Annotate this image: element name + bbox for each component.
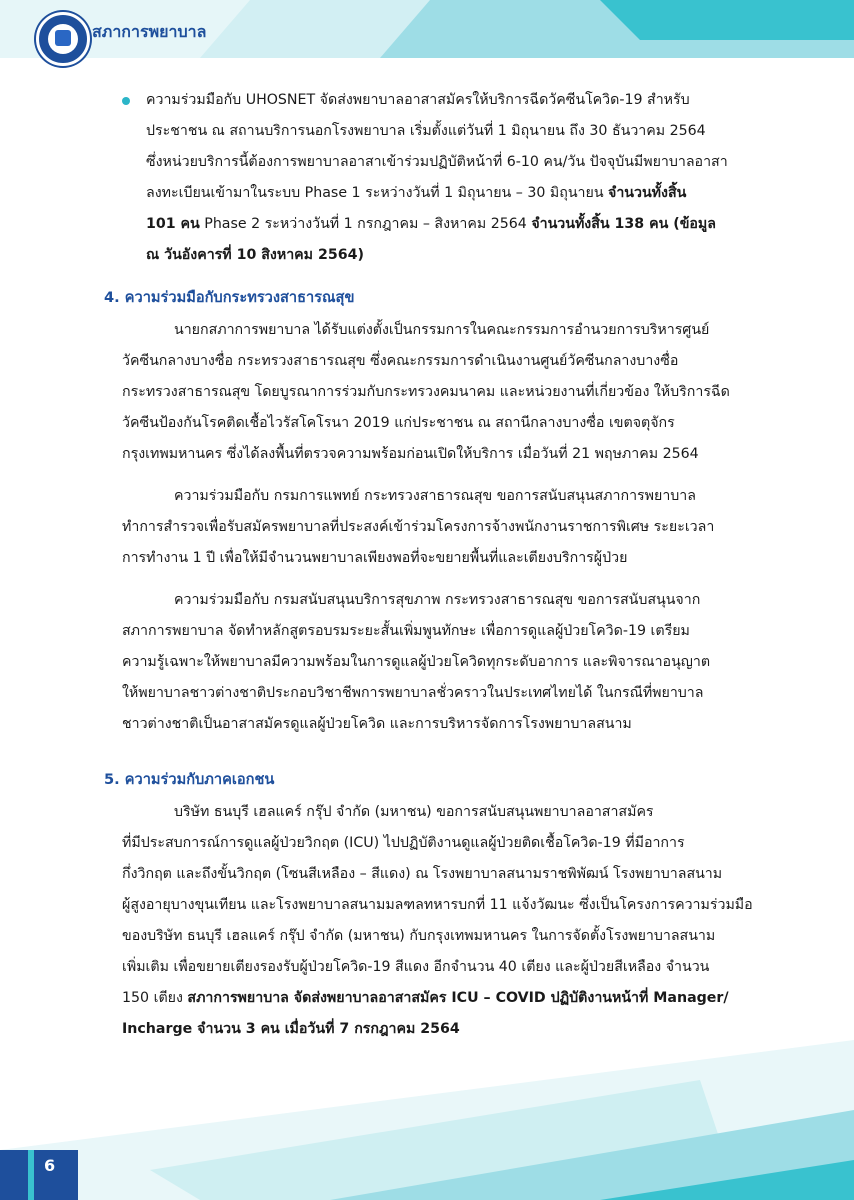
text-line: การทำงาน 1 ปี เพื่อให้มีจำนวนพยาบาลเพียงพอที่จะขยายพื้นที่และเตียงบริการผู้ป่วย bbox=[122, 550, 628, 566]
text-line: ประชาชน ณ สถานบริการนอกโรงพยาบาล เริ่มตั้งแต่วันที่ 1 มิถุนายน ถึง 30 ธันวาคม 2564 bbox=[146, 123, 706, 139]
section-5-paragraph bbox=[122, 797, 794, 1045]
text-line: กระทรวงสาธารณสุข โดยบูรณาการร่วมกับกระทรวงคมนาคม และหน่วยงานที่เกี่ยวข้อง ให้บริการฉีด bbox=[122, 384, 730, 400]
text-line: ชาวต่างชาติเป็นอาสาสมัครดูแลผู้ป่วยโควิด และการบริหารจัดการโรงพยาบาลสนาม bbox=[122, 716, 632, 732]
page-number: 6 bbox=[44, 1156, 56, 1175]
page-number-accent bbox=[28, 1150, 34, 1200]
text-line: ทำการสำรวจเพื่อรับสมัครพยาบาลที่ประสงค์เข้าร่วมโครงการจ้างพนักงานราชการพิเศษ ระยะเวลา bbox=[122, 519, 715, 535]
text-line: ความรู้เฉพาะให้พยาบาลมีความพร้อมในการดูแลผู้ป่วยโควิดทุกระดับอาการ และพิจารณาอนุญาต bbox=[122, 654, 711, 670]
text-run: ลงทะเบียนเข้ามาในระบบ Phase 1 ระหว่างวันที่ 1 มิถุนายน – 30 มิถุนายน bbox=[146, 185, 609, 201]
org-name: สภาการพยาบาล bbox=[92, 22, 207, 41]
text-line: ที่มีประสบการณ์การดูแลผู้ป่วยวิกฤต (ICU) ไปปฏิบัติงานดูแลผู้ป่วยติดเชื้อโควิด-19 ที่มีอาการ bbox=[122, 835, 685, 851]
text-line: ความร่วมมือกับ กรมการแพทย์ กระทรวงสาธารณสุข ขอการสนับสนุนสภาการพยาบาล bbox=[174, 488, 696, 504]
text-line: วัคซีนป้องกันโรคติดเชื้อไวรัสโคโรนา 2019 แก่ประชาชน ณ สถานีกลางบางซื่อ เขตจตุจักร bbox=[122, 415, 675, 431]
text-line: นายกสภาการพยาบาล ได้รับแต่งตั้งเป็นกรรมการในคณะกรรมการอำนวยการบริหารศูนย์ bbox=[174, 322, 710, 338]
text-line: ความร่วมมือกับ กรมสนับสนุนบริการสุขภาพ กระทรวงสาธารณสุข ขอการสนับสนุนจาก bbox=[174, 592, 701, 608]
text-line: ซึ่งหน่วยบริการนี้ต้องการพยาบาลอาสาเข้าร่วมปฏิบัติหน้าที่ 6-10 คน/วัน ปัจจุบันมีพยาบาลอาสา bbox=[146, 154, 728, 170]
text-line: ความร่วมมือกับ UHOSNET จัดส่งพยาบาลอาสาสมัครให้บริการฉีดวัคซีนโควิด-19 สำหรับ bbox=[146, 92, 690, 108]
bold-run: 101 คน bbox=[146, 216, 200, 232]
text-line: สภาการพยาบาล จัดทำหลักสูตรอบรมระยะสั้นเพิ่มพูนทักษะ เพื่อการดูแลผู้ป่วยโควิด-19 เตรียม bbox=[122, 623, 690, 639]
council-logo bbox=[36, 12, 90, 66]
text-line: กึ่งวิกฤต และถึงขั้นวิกฤต (โซนสีเหลือง – สีแดง) ณ โรงพยาบาลสนามราชพิพัฒน์ โรงพยาบาลสนาม bbox=[122, 866, 723, 882]
bold-run: จำนวนทั้งสิ้น bbox=[608, 185, 687, 201]
bullet-paragraph bbox=[146, 85, 794, 271]
text-line bbox=[146, 178, 794, 209]
bold-run: สภาการพยาบาล จัดส่งพยาบาลอาสาสมัคร ICU – COVID ปฏิบัติงานหน้าที่ Manager/ bbox=[187, 990, 729, 1006]
bullet-icon bbox=[122, 97, 130, 105]
text-line: กรุงเทพมหานคร ซึ่งได้ลงพื้นที่ตรวจความพร้อมก่อนเปิดให้บริการ เมื่อวันที่ 21 พฤษภาคม 2564 bbox=[122, 446, 699, 462]
text-line: ของบริษัท ธนบุรี เฮลแคร์ กรุ๊ป จำกัด (มหาชน) กับกรุงเทพมหานคร ในการจัดตั้งโรงพยาบาลสนาม bbox=[122, 928, 716, 944]
bold-run: Incharge จำนวน 3 คน เมื่อวันที่ 7 กรกฎาคม 2564 bbox=[122, 1021, 460, 1037]
text-run: Phase 2 ระหว่างวันที่ 1 กรกฎาคม – สิงหาคม 2564 bbox=[199, 216, 532, 232]
text-line: ผู้สูงอายุบางขุนเทียน และโรงพยาบาลสนามมลฑลทหารบกที่ 11 แจ้งวัฒนะ ซึ่งเป็นโครงการความร่วมมือ bbox=[122, 897, 753, 913]
text-line bbox=[122, 983, 794, 1014]
section-4-paragraph-1 bbox=[122, 315, 794, 470]
text-line bbox=[146, 240, 794, 271]
text-line bbox=[146, 209, 794, 240]
page-number-bar bbox=[0, 1150, 78, 1200]
text-line: วัคซีนกลางบางซื่อ กระทรวงสาธารณสุข ซึ่งคณะกรรมการดำเนินงานศูนย์วัคซีนกลางบางซื่อ bbox=[122, 353, 679, 369]
text-line: เพิ่มเติม เพื่อขยายเตียงรองรับผู้ป่วยโควิด-19 สีแดง อีกจำนวน 40 เตียง และผู้ป่วยสีเหลือง จำนวน bbox=[122, 959, 710, 975]
section-4-heading: 4. ความร่วมมือกับกระทรวงสาธารณสุข bbox=[104, 289, 355, 306]
section-5-heading: 5. ความร่วมกับภาคเอกชน bbox=[104, 771, 275, 788]
text-line: บริษัท ธนบุรี เฮลแคร์ กรุ๊ป จำกัด (มหาชน) ขอการสนับสนุนพยาบาลอาสาสมัคร bbox=[174, 804, 654, 820]
header-decoration bbox=[0, 0, 854, 90]
section-4-paragraph-3 bbox=[122, 585, 794, 740]
section-4-paragraph-2 bbox=[122, 481, 794, 574]
bold-run: ณ วันอังคารที่ 10 สิงหาคม 2564) bbox=[146, 247, 364, 263]
text-run: 150 เตียง bbox=[122, 990, 188, 1006]
text-line bbox=[122, 1014, 794, 1045]
bold-run: จำนวนทั้งสิ้น 138 คน (ข้อมูล bbox=[531, 216, 716, 232]
text-line: ให้พยาบาลชาวต่างชาติประกอบวิชาชีพการพยาบาลชั่วคราวในประเทศไทยได้ ในกรณีที่พยาบาล bbox=[122, 685, 704, 701]
